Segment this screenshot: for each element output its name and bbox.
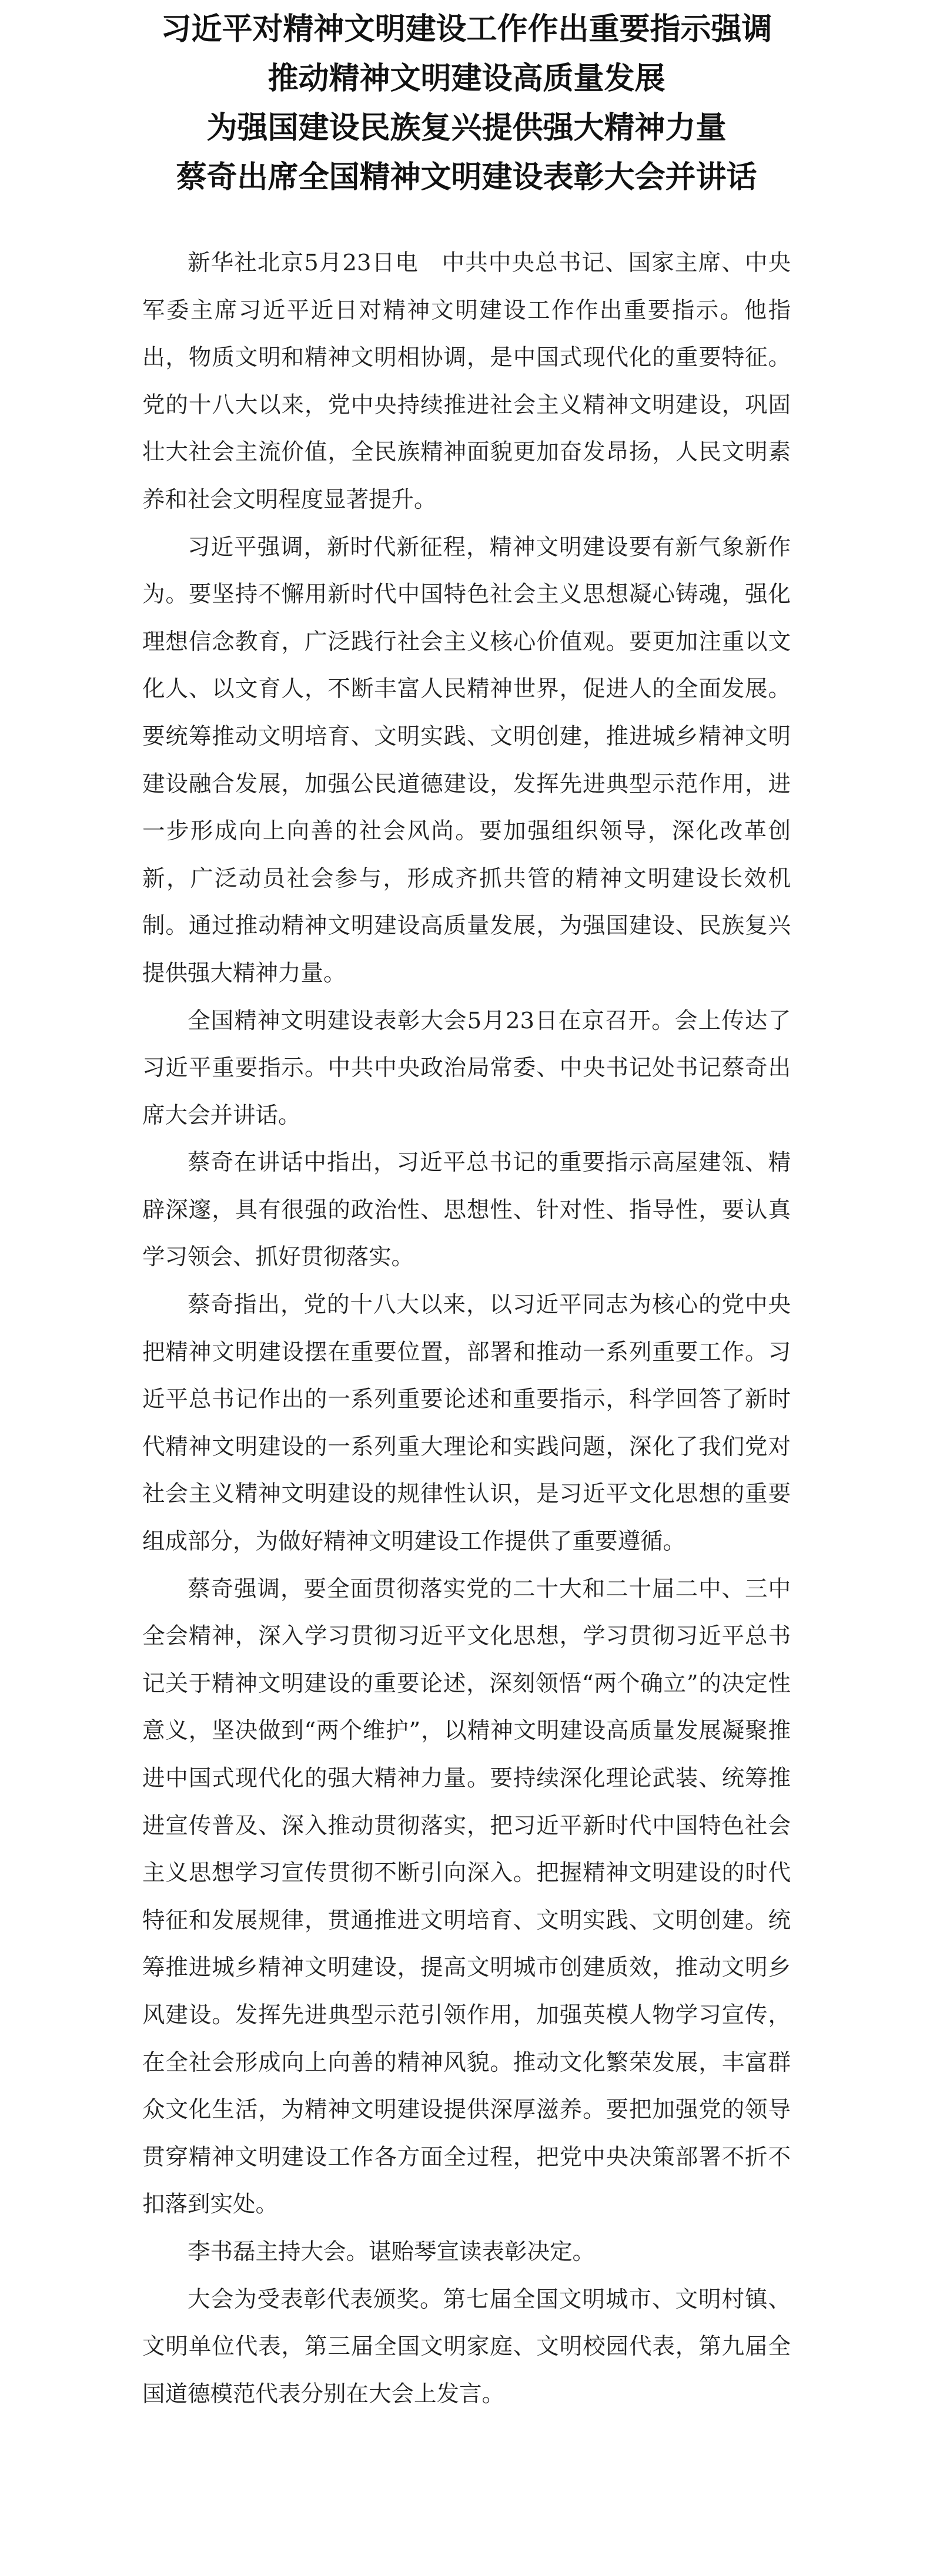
headline-line-2: 推动精神文明建设高质量发展 bbox=[267, 61, 666, 96]
headline-line-1: 习近平对精神文明建设工作作出重要指示强调 bbox=[160, 11, 773, 47]
paragraph-dateline: 新华社北京5月23日电 中共中央总书记、国家主席、中央军委主席习近平近日对精神文明建设工作作出重要指示。他指出，物质文明和精神文明相协调，是中国式现代化的重要特征。党的十八大以来，党中央持续推进社会主义精神文明建设，巩固壮大社会主流价值，全民族精神面貌更加奋发昂扬，人民文明素养和社会文明程度显著提升。 bbox=[142, 250, 791, 513]
paragraph: 全国精神文明建设表彰大会5月23日在京召开。会上传达了习近平重要指示。中共中央政治局常委、中央书记处书记蔡奇出席大会并讲话。 bbox=[142, 1007, 791, 1129]
paragraph: 蔡奇强调，要全面贯彻落实党的二十大和二十届二中、三中全会精神，深入学习贯彻习近平文化思想，学习贯彻习近平总书记关于精神文明建设的重要论述，深刻领悟“两个确立”的决定性意义，坚决做到“两个维护”，以精神文明建设高质量发展凝聚推进中国式现代化的强大精神力量。要持续深化理论武装、统筹推进宣传普及、深入推动贯彻落实，把习近平新时代中国特色社会主义思想学习宣传贯彻不断引向深入。把握精神文明建设的时代特征和发展规律，贯通推进文明培育、文明实践、文明创建。统筹推进城乡精神文明建设，提高文明城市创建质效，推动文明乡风建设。发挥先进典型示范引领作用，加强英模人物学习宣传，在全社会形成向上向善的精神风貌。推动文化繁荣发展，丰富群众文化生活，为精神文明建设提供深厚滋养。要把加强党的领导贯穿精神文明建设工作各方面全过程，把党中央决策部署不折不扣落到实处。 bbox=[142, 1575, 791, 2218]
news-article bbox=[142, 0, 791, 2418]
headline bbox=[142, 0, 791, 202]
paragraph: 蔡奇指出，党的十八大以来，以习近平同志为核心的党中央把精神文明建设摆在重要位置，部署和推动一系列重要工作。习近平总书记作出的一系列重要论述和重要指示，科学回答了新时代精神文明建设的一系列重大理论和实践问题，深化了我们党对社会主义精神文明建设的规律性认识，是习近平文化思想的重要组成部分，为做好精神文明建设工作提供了重要遵循。 bbox=[142, 1292, 791, 1555]
article-body bbox=[142, 240, 791, 2418]
paragraph: 大会为受表彰代表颁奖。第七届全国文明城市、文明村镇、文明单位代表，第三届全国文明家庭、文明校园代表，第九届全国道德模范代表分别在大会上发言。 bbox=[142, 2286, 791, 2407]
headline-line-3: 为强国建设民族复兴提供强大精神力量 bbox=[206, 110, 727, 146]
paragraph: 蔡奇在讲话中指出，习近平总书记的重要指示高屋建瓴、精辟深邃，具有很强的政治性、思想性、针对性、指导性，要认真学习领会、抓好贯彻落实。 bbox=[142, 1149, 791, 1271]
paragraph: 习近平强调，新时代新征程，精神文明建设要有新气象新作为。要坚持不懈用新时代中国特色社会主义思想凝心铸魂，强化理想信念教育，广泛践行社会主义核心价值观。要更加注重以文化人、以文育人，不断丰富人民精神世界，促进人的全面发展。要统筹推动文明培育、文明实践、文明创建，推进城乡精神文明建设融合发展，加强公民道德建设，发挥先进典型示范作用，进一步形成向上向善的社会风尚。要加强组织领导，深化改革创新，广泛动员社会参与，形成齐抓共管的精神文明建设长效机制。通过推动精神文明建设高质量发展，为强国建设、民族复兴提供强大精神力量。 bbox=[142, 534, 791, 987]
paragraph: 李书磊主持大会。谌贻琴宣读表彰决定。 bbox=[188, 2238, 596, 2265]
headline-line-4: 蔡奇出席全国精神文明建设表彰大会并讲话 bbox=[176, 159, 757, 195]
